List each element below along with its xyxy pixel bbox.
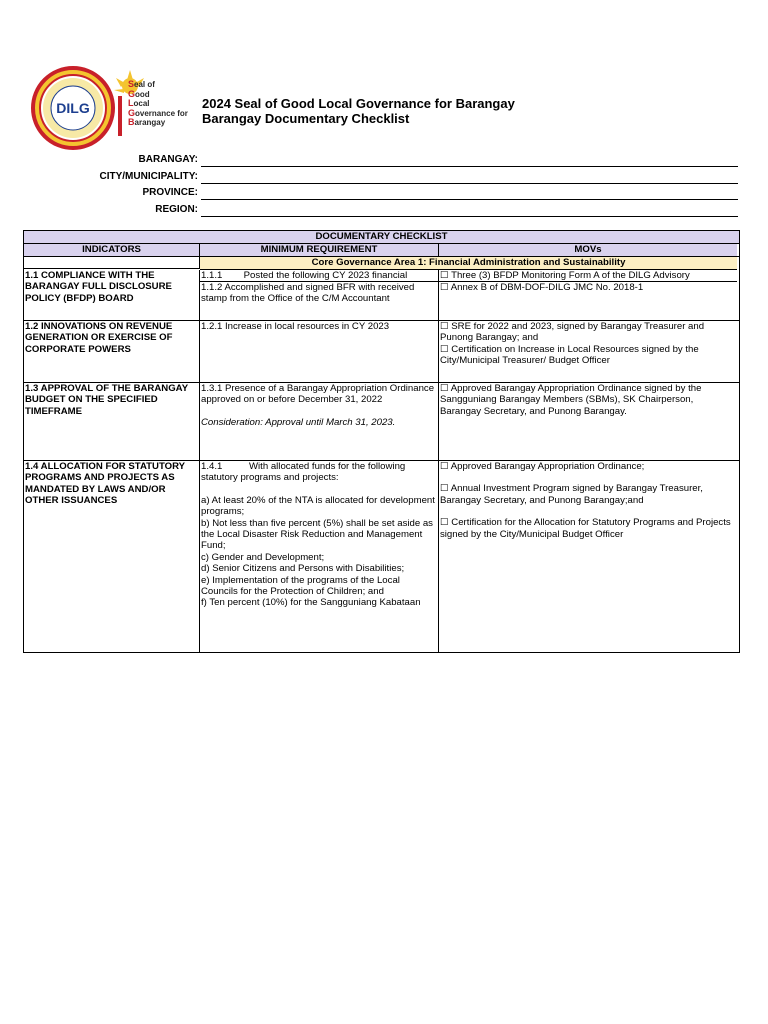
requirement-1-4-d: d) Senior Citizens and Persons with Disabilities; <box>201 563 405 575</box>
mov-1-2-2[interactable]: ☐ Certification on Increase in Local Resources signed by the City/Municipal Treasurer/ Budget Officer <box>440 343 699 367</box>
requirement-1-3-consideration: Consideration: Approval until March 31, 2023. <box>201 416 396 428</box>
governance-area-title: Core Governance Area 1: Financial Administration and Sustainability <box>200 257 737 270</box>
mov-1-3-1[interactable]: ☐ Approved Barangay Appropriation Ordinance signed by the Sangguniang Barangay Members (SBMs), SK Chairperson, Barangay Secretary, and Punong Barangay. <box>440 383 702 417</box>
region-label: REGION: <box>155 204 198 215</box>
requirement-1-1-1: 1.1.1 Posted the following CY 2023 financial <box>200 270 439 281</box>
requirement-1-4-f: f) Ten percent (10%) for the Sangguniang Kabataan <box>201 597 421 609</box>
col-minimum-requirement: MINIMUM REQUIREMENT <box>200 244 439 256</box>
requirement-1-4-e: e) Implementation of the programs of the Local Councils for the Protection of Children; and <box>201 574 400 598</box>
mov-1-4-1[interactable]: ☐ Approved Barangay Appropriation Ordinance; <box>440 461 645 472</box>
indicator-1-3: 1.3 APPROVAL OF THE BARANGAY BUDGET ON THE SPECIFIED TIMEFRAME <box>24 383 200 460</box>
mov-1-2-1[interactable]: ☐ SRE for 2022 and 2023, signed by Barangay Treasurer and Punong Barangay; and <box>440 321 705 344</box>
dilg-logo <box>31 66 115 150</box>
col-indicators: INDICATORS <box>24 244 200 256</box>
indicator-1-1: 1.1 COMPLIANCE WITH THE BARANGAY FULL DISCLOSURE POLICY (BFDP) BOARD <box>24 270 200 320</box>
col-movs: MOVs <box>439 244 737 256</box>
table-row <box>24 321 739 383</box>
requirement-1-4-1: 1.4.1 With allocated funds for the following statutory programs and projects: <box>201 461 408 484</box>
barangay-field[interactable] <box>201 165 738 167</box>
city-field[interactable] <box>201 182 738 184</box>
page-title: 2024 Seal of Good Local Governance for Barangay <box>202 96 515 111</box>
mov-1-1-2[interactable]: ☐ Annex B of DBM-DOF-DILG JMC No. 2018-1 <box>440 282 644 293</box>
mov-1-1-1[interactable]: ☐ Three (3) BFDP Monitoring Form A of the DILG Advisory <box>440 270 690 281</box>
table-row <box>24 270 739 321</box>
indicator-1-4: 1.4 ALLOCATION FOR STATUTORY PROGRAMS AND PROJECTS AS MANDATED BY LAWS AND/OR OTHER ISSUANCES <box>24 461 200 652</box>
indicator-1-2: 1.2 INNOVATIONS ON REVENUE GENERATION OR EXERCISE OF CORPORATE POWERS <box>24 321 200 382</box>
requirement-1-4-b: b) Not less than five percent (5%) shall be set aside as the Local Disaster Risk Reduction and Management Fund; <box>201 517 433 552</box>
table-row <box>24 383 739 461</box>
requirement-1-3-1: 1.3.1 Presence of a Barangay Appropriation Ordinance approved on or before December 31, 2022 <box>201 383 435 406</box>
province-label: PROVINCE: <box>142 187 198 198</box>
city-label: CITY/MUNICIPALITY: <box>99 171 198 182</box>
table-row <box>24 461 739 652</box>
requirement-1-2-1: 1.2.1 Increase in local resources in CY 2023 <box>200 321 439 382</box>
requirement-1-4-a: a) At least 20% of the NTA is allocated for development programs; <box>201 494 435 518</box>
requirement-1-4-c: c) Gender and Development; <box>201 551 325 563</box>
mov-1-4-3[interactable]: ☐ Certification for the Allocation for Statutory Programs and Projects signed by the City/Municipal Budget Officer <box>440 517 731 540</box>
table-title: DOCUMENTARY CHECKLIST <box>24 231 739 244</box>
mov-1-4-2[interactable]: ☐ Annual Investment Program signed by Barangay Treasurer, Barangay Secretary, and Punong Barangay;and <box>440 483 703 506</box>
documentary-checklist-table <box>23 230 740 653</box>
page-subtitle: Barangay Documentary Checklist <box>202 111 410 126</box>
province-field[interactable] <box>201 198 738 200</box>
requirement-1-1-2: 1.1.2 Accomplished and signed BFR with received stamp from the Office of the C/M Accountant <box>200 282 439 320</box>
region-field[interactable] <box>201 215 738 217</box>
barangay-label: BARANGAY: <box>138 154 198 165</box>
dilg-logo-text: DILG <box>56 100 90 116</box>
sglg-logo-text: Seal of Good Local Governance for Barangay <box>128 79 188 128</box>
